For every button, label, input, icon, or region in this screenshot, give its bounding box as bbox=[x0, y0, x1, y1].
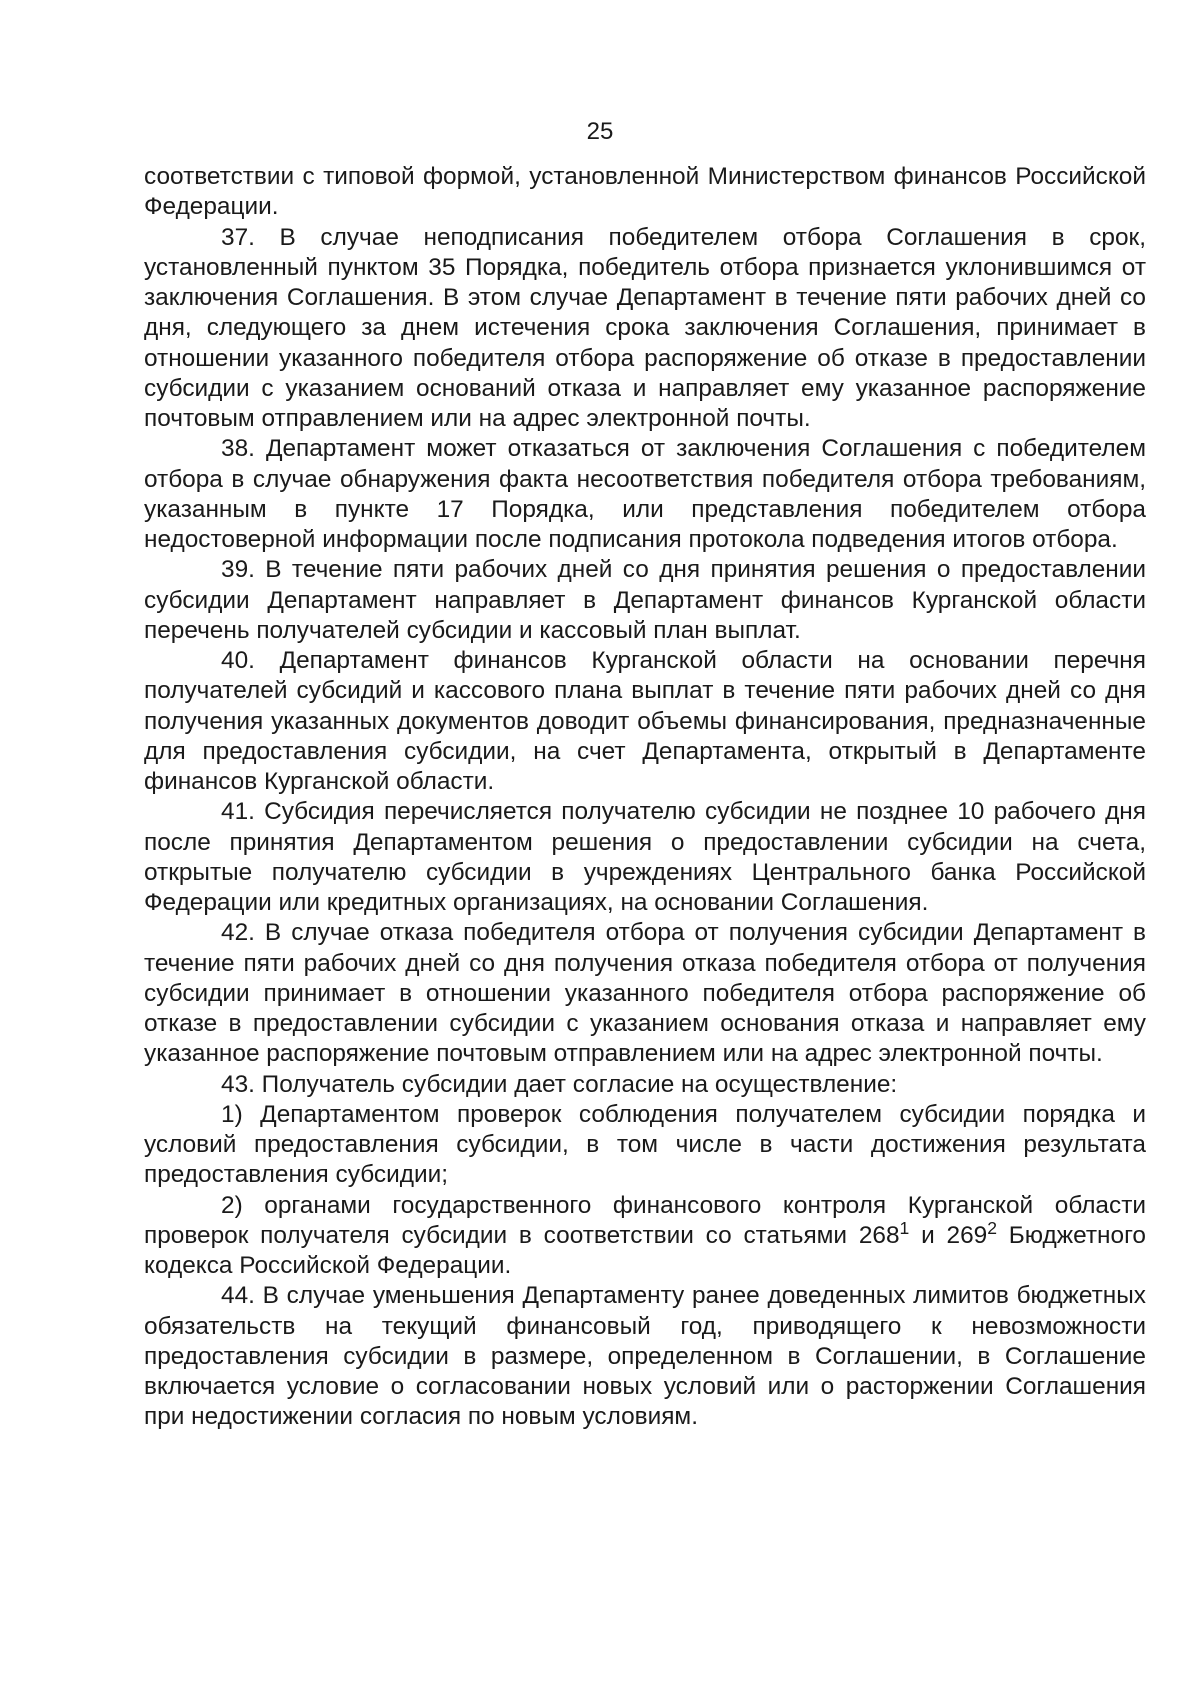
paragraph-37: 37. В случае неподписания победителем отбора Соглашения в срок, установленный пунктом 35 Порядка, победитель отбора признается уклонившимся от заключения Соглашения. В этом случае Департамент в течение пяти рабочих дней со дня, следующего за днем истечения срока заключения Соглашения, принимает в отношении указанного победителя отбора распоряжение об отказе в предоставлении субсидии с указанием оснований отказа и направляет ему указанное распоряжение почтовым отправлением или на адрес электронной почты. bbox=[144, 223, 1146, 432]
document-body bbox=[144, 162, 1146, 1433]
item-2-text-part-3: Бюджетного кодекса Российской Федерации. bbox=[144, 1221, 1146, 1279]
item-2-text-part-2: и 269 bbox=[909, 1221, 988, 1249]
paragraph-continuation: соответствии с типовой формой, установленной Министерством финансов Российской Федерации. bbox=[144, 163, 1146, 221]
article-superscript-1: 1 bbox=[899, 1217, 910, 1238]
paragraph-39: 39. В течение пяти рабочих дней со дня принятия решения о предоставлении субсидии Департамент направляет в Департамент финансов Курганской области перечень получателей субсидии и кассовый план выплат. bbox=[144, 556, 1146, 644]
paragraph-42: 42. В случае отказа победителя отбора от получения субсидии Департамент в течение пяти рабочих дней со дня получения отказа победителя отбора от получения субсидии принимает в отношении указанного победителя отбора распоряжение об отказе в предоставлении субсидии с указанием основания отказа и направляет ему указанное распоряжение почтовым отправлением или на адрес электронной почты. bbox=[144, 919, 1146, 1068]
paragraph-43-item-1: 1) Департаментом проверок соблюдения получателем субсидии порядка и условий предоставления субсидии, в том числе в части достижения результата предоставления субсидии; bbox=[144, 1100, 1146, 1189]
paragraph-41: 41. Субсидия перечисляется получателю субсидии не позднее 10 рабочего дня после принятия Департаментом решения о предоставлении субсидии на счета, открытые получателю субсидии в учреждениях Центрального банка Российской Федерации или кредитных организациях, на основании Соглашения. bbox=[144, 798, 1146, 916]
paragraph-43: 43. Получатель субсидии дает согласие на осуществление: bbox=[221, 1070, 898, 1098]
paragraph-43-item-2 bbox=[144, 1191, 1146, 1282]
item-2-text-part-1: 2) органами государственного финансового контроля Курганской области проверок получателя субсидии в соответствии со статьями 268 bbox=[144, 1191, 1146, 1249]
paragraph-40: 40. Департамент финансов Курганской области на основании перечня получателей субсидий и кассового плана выплат в течение пяти рабочих дней со дня получения указанных документов доводит объемы финансирования, предназначенные для предоставления субсидии, на счет Департамента, открытый в Департаменте финансов Курганской области. bbox=[144, 647, 1146, 795]
page-number: 25 bbox=[586, 118, 614, 145]
paragraph-44: 44. В случае уменьшения Департаменту ранее доведенных лимитов бюджетных обязательств на текущий финансовый год, приводящего к невозможности предоставления субсидии в размере, определенном в Соглашении, в Соглашение включается условие о согласовании новых условий или о расторжении Соглашения при недостижении согласия по новым условиям. bbox=[144, 1282, 1146, 1431]
paragraph-38: 38. Департамент может отказаться от заключения Соглашения с победителем отбора в случае обнаружения факта несоответствия победителя отбора требованиям, указанным в пункте 17 Порядка, или представления победителем отбора недостоверной информации после подписания протокола подведения итогов отбора. bbox=[144, 435, 1146, 553]
article-superscript-2: 2 bbox=[987, 1217, 997, 1238]
